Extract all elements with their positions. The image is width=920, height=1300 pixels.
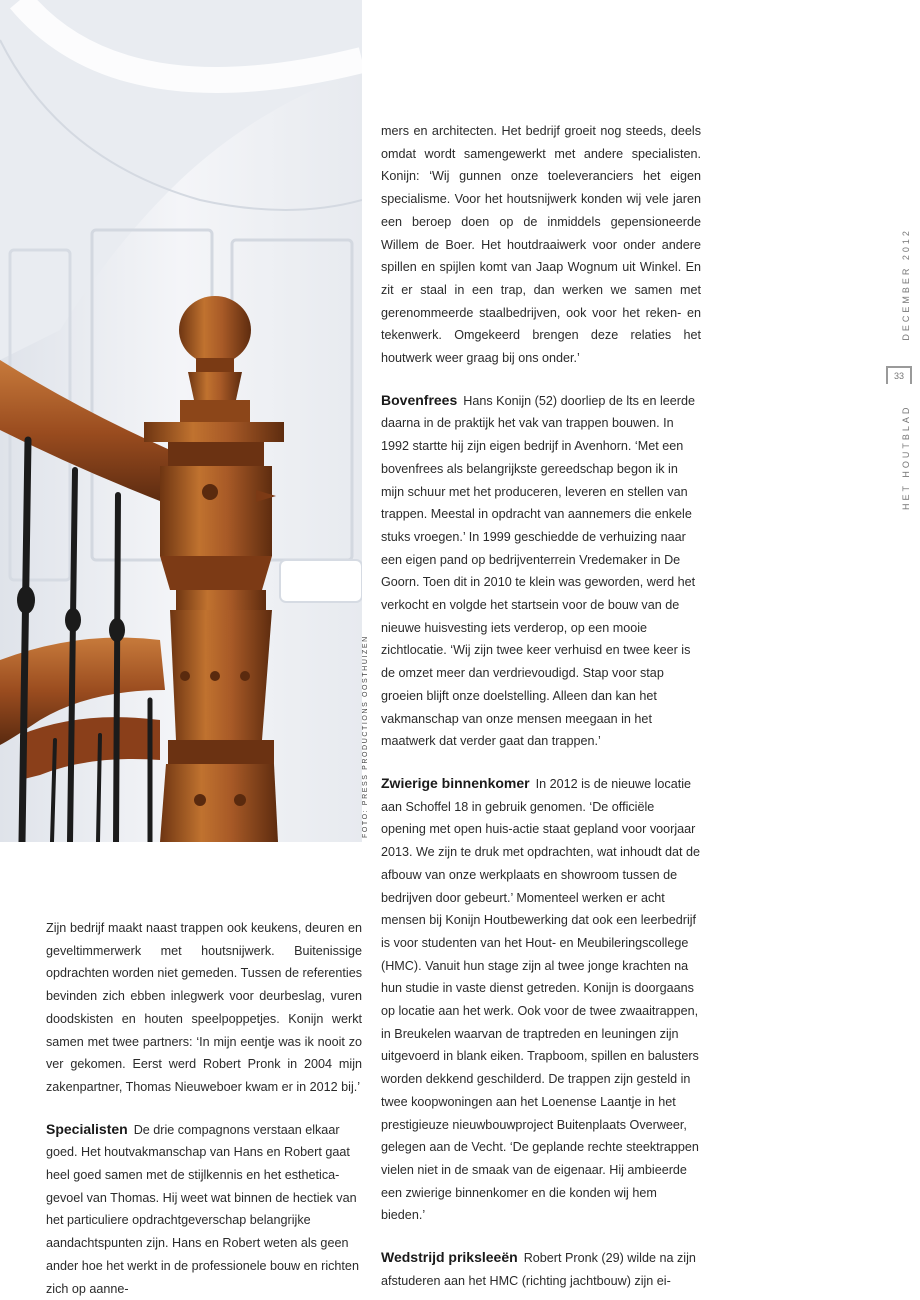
- section-heading: Bovenfrees: [381, 391, 458, 408]
- staircase-photo: [0, 0, 362, 842]
- issue-date: DECEMBER 2012: [901, 228, 911, 341]
- section-text: Hans Konijn (52) doorliep de lts en leerde daarna in de praktijk het vak van trappen bouwen. In 1992 startte hij zijn eigen bedrijf in Avenhorn. ‘Met een bovenfrees als belangrijkste gereedschap begon ik in mijn schuur met het produceren, leveren en stellen van trappen. Meestal in opdracht van aannemers die enkele stuks vroegen.’ In 1999 geschiedde de verhuizing naar een eigen pand op bedrijventerrein Vredemaker in De Goorn. Toen dit in 2010 te klein was geworden, werd het verkocht en volgde het startsein voor de bouw van de nieuwe huisvesting iets verderop, op een mooie zichtlocatie. ‘Wij zijn twee keer verhuisd en twee keer is de omzet meer dan verdrievoudigd. Stap voor stap groeien blijft onze doelstelling. Alleen dan kan het vakmanschap van onze mensen meegaan in het maatwerk dat verder gaat dan trappen.’: [381, 393, 696, 749]
- left-column: [46, 917, 362, 1300]
- paragraph: Zijn bedrijf maakt naast trappen ook keukens, deuren en geveltimmerwerk met houtsnijwerk. Buitenissige opdrachten worden niet gemeden. Tussen de referenties bevinden zich ebben inlegwerk voor deurbeslag, vuren doodskisten en houten speelpoppetjes. Konijn werkt samen met twee partners: ‘In mijn eentje was ik nooit zo ver gekomen. Eerst werd Robert Pronk in 2004 mijn zakenpartner, Thomas Nieuweboer kwam er in 2012 bij.’: [46, 921, 362, 1094]
- photo-credit: FOTO: PRESS PRODUCTIONS OOSTHUIZEN: [362, 635, 369, 838]
- section-text: De drie compagnons verstaan elkaar goed. Het houtvakmanschap van Hans en Robert gaat heel goed samen met de stijlkennis en het estheticagevoel van Thomas. Hij weet wat binnen de hectiek van het particuliere opdrachtgeverschap belangrijke aandachtspunten zijn. Hans en Robert weten als geen ander hoe het werkt in de professionele bouw en richten zich op aanne-: [46, 1122, 359, 1296]
- magazine-title: HET HOUTBLAD: [901, 404, 911, 510]
- right-column: [381, 120, 701, 1292]
- section-text: Robert Pronk (29) wilde na zijn afstuderen aan het HMC (richting jachtbouw) zijn ei-: [381, 1251, 696, 1288]
- paragraph: mers en architecten. Het bedrijf groeit nog steeds, deels omdat wordt samengewerkt met andere specialisten. Konijn: ‘Wij gunnen onze toeleveranciers het eigen specialisme. Voor het houtsnijwerk konden wij vele jaren een beroep doen op de inmiddels gepensioneerde Willem de Boer. Het houtdraaiwerk voor onder andere spillen en spijlen komt van Jaap Wognum uit Winkel. En zit er staal in een trap, dan werken we samen met gerenommeerde staalbedrijven, ook voor het reken- en tekenwerk. Omgekeerd brengen deze relaties het houtwerk weer graag bij ons onder.’: [381, 124, 701, 366]
- section-heading: Zwierige binnenkomer: [381, 774, 530, 791]
- section-heading: Wedstrijd priksleeën: [381, 1249, 518, 1266]
- section-heading: Specialisten: [46, 1120, 128, 1137]
- section-text: In 2012 is de nieuwe locatie aan Schoffel 18 in gebruik genomen. ‘De officiële opening met open huis-actie staat gepland voor voorjaar 2013. We zijn te druk met opdrachten, wat inhoudt dat de afbouw van onze werkplaats en showroom tussen de bedrijven door gebeurt.’ Momenteel werken er acht mensen bij Konijn Houtbewerking dat ook een leerbedrijf is voor studenten van het Hout- en Meubileringscollege (HMC). Vanuit hun stage zijn al twee jonge krachten na hun studie in vaste dienst getreden. Konijn is doorgaans op locatie aan het werk. Ook voor de twee zwaaitrappen, in Breukelen waarvan de traptreden en leuningen zijn uitgevoerd in blank eiken. Trapboom, spillen en balusters worden dekkend geschilderd. De trappen zijn gesteld in twee koopwoningen aan het Loenense Laantje in het prestigieuze nieuwbouwproject Buitenplaats Overweer, gelegen aan de Vecht. ‘De geplande rechte steektrappen vielen niet in de smaak van de eigenaar. Hij ambieerde een zwierige binnenkomer en die konden wij hem bieden.’: [381, 776, 701, 1223]
- page-number: 33: [886, 366, 912, 384]
- staircase-illustration: [0, 0, 362, 842]
